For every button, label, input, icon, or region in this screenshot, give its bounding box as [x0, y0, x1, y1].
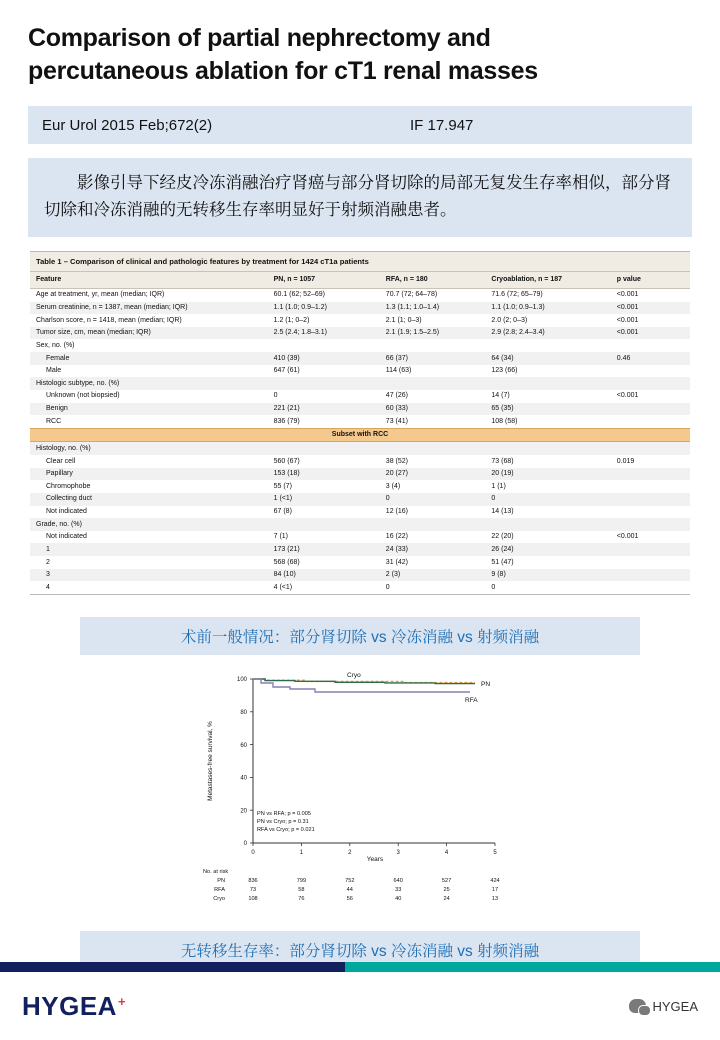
chart-xtick: 2	[348, 849, 352, 856]
cell-feature: Chromophobe	[46, 482, 91, 490]
impact-factor: IF 17.947	[410, 116, 474, 134]
journal-citation: Eur Urol 2015 Feb;672(2)	[42, 116, 213, 134]
cell-cryo: 2.0 (2; 0–3)	[491, 316, 528, 324]
wechat-handle	[629, 999, 698, 1014]
cell-pn: 2.5 (2.4; 1.8–3.1)	[268, 327, 380, 340]
cell-rfa: 1.3 (1.1; 1.0–1.4)	[380, 302, 486, 315]
cell-rfa: 3 (4)	[385, 482, 401, 490]
cell-pn	[268, 339, 380, 352]
risk-row-label: RFA	[214, 886, 225, 893]
cell-cryo: 2.9 (2.8; 2.4–3.4)	[485, 327, 610, 340]
cell-cryo	[485, 442, 610, 455]
table-row	[30, 314, 690, 327]
cell-cryo: 0	[491, 583, 496, 591]
journal-bar	[28, 106, 692, 144]
wechat-icon	[629, 999, 646, 1013]
cell-pvalue	[611, 506, 690, 519]
cell-rfa: 0	[380, 493, 486, 506]
cell-pvalue: <0.001	[616, 392, 639, 400]
cell-feature: 2	[46, 558, 50, 566]
table-row	[30, 339, 690, 352]
cell-feature: 4	[46, 583, 50, 591]
page-title-line-1: Comparison of partial nephrectomy and	[28, 24, 491, 52]
risk-cell: 58	[298, 886, 305, 893]
table-row	[30, 480, 690, 493]
cell-pvalue: 0.46	[611, 352, 690, 365]
cell-feature: Papillary	[30, 468, 268, 481]
cell-pn: 55 (7)	[273, 482, 292, 490]
chart-ytick: 100	[236, 677, 247, 684]
cell-feature: Benign	[30, 403, 268, 416]
table-row	[30, 288, 690, 301]
table-row	[30, 556, 690, 569]
chart-ytick: 0	[243, 841, 247, 848]
risk-cell: 44	[346, 886, 353, 893]
series-label-pn: PN	[481, 680, 491, 688]
cell-pn: 568 (68)	[273, 558, 300, 566]
cell-cryo: 14 (7)	[491, 392, 510, 400]
cell-cryo: 14 (13)	[491, 508, 514, 516]
annotation-3: RFA vs Cryo; p = 0.021	[257, 826, 315, 833]
cell-pn: 84 (10)	[268, 569, 380, 582]
cell-pn: 647 (61)	[273, 367, 300, 375]
cell-feature: Not indicated	[46, 508, 87, 516]
cell-feature: Unknown (not biopsied)	[46, 392, 120, 400]
table-row	[30, 377, 690, 390]
footer	[0, 972, 720, 1040]
cell-cryo: 51 (47)	[491, 558, 514, 566]
cell-pn: 7 (1)	[273, 533, 289, 541]
chart-xtick: 0	[251, 849, 255, 856]
cell-cryo	[485, 518, 610, 531]
table-row	[30, 569, 690, 582]
table-header-row	[30, 272, 690, 288]
cell-feature: 1	[30, 543, 268, 556]
footer-accent-bars	[0, 962, 720, 972]
cell-cryo: 26 (24)	[485, 543, 610, 556]
cell-feature: Male	[46, 367, 62, 375]
cell-feature: Sex, no. (%)	[36, 341, 75, 349]
cell-feature: 3	[30, 569, 268, 582]
cell-cryo: 1.1 (1.0; 0.9–1.3)	[485, 302, 610, 315]
chart-xtick: 4	[444, 849, 449, 856]
cell-feature: Not indicated	[46, 533, 87, 541]
cell-pn	[268, 518, 380, 531]
cell-rfa: 24 (33)	[380, 543, 486, 556]
cell-rfa	[380, 339, 486, 352]
table-row	[30, 543, 690, 556]
cell-pvalue	[611, 377, 690, 390]
cell-pn: 836 (79)	[273, 417, 300, 425]
cell-rfa: 2.1 (1.9; 1.5–2.5)	[380, 327, 486, 340]
cell-pn: 1.1 (1.0; 0.9–1.2)	[268, 302, 380, 315]
annotation-2: PN vs Cryo; p = 0.31	[257, 818, 309, 825]
risk-cell: 24	[443, 895, 450, 902]
cell-feature: Histology, no. (%)	[30, 442, 268, 455]
table-row	[30, 506, 690, 519]
cell-cryo	[485, 339, 610, 352]
cell-cryo: 1 (1)	[491, 482, 506, 490]
cell-rfa: 70.7 (72; 64–78)	[385, 291, 438, 299]
table-body	[30, 272, 690, 593]
cell-rfa: 60 (33)	[380, 403, 486, 416]
annotation-1: PN vs RFA; p = 0.005	[257, 810, 311, 817]
cell-pvalue	[611, 556, 690, 569]
cell-feature: Collecting duct	[30, 493, 268, 506]
column-header-rfa: RFA, n = 180	[380, 272, 486, 288]
chart-ytick: 60	[240, 742, 247, 749]
risk-cell: 424	[490, 877, 500, 884]
table-row	[30, 403, 690, 416]
cell-pvalue: <0.001	[611, 302, 690, 315]
risk-table-label: No. at risk	[203, 868, 229, 875]
table-row	[30, 493, 690, 506]
column-header-pvalue: p value	[611, 272, 690, 288]
cell-pn: 560 (67)	[273, 457, 300, 465]
cell-pvalue	[611, 339, 690, 352]
table-row	[30, 518, 690, 531]
cell-rfa: 16 (22)	[385, 533, 408, 541]
table-subset-row	[30, 428, 690, 442]
cell-rfa: 38 (52)	[385, 457, 408, 465]
chart-xtick: 3	[396, 849, 400, 856]
risk-cell: 76	[298, 895, 305, 902]
cell-cryo: 71.6 (72; 65–79)	[491, 291, 543, 299]
chart-series	[253, 679, 475, 692]
chart-xlabel: Years	[366, 855, 384, 863]
cell-rfa: 0	[385, 583, 390, 591]
table-row	[30, 468, 690, 481]
cell-pvalue	[611, 365, 690, 378]
cell-pn: 4 (<1)	[273, 583, 293, 591]
cell-cryo: 64 (34)	[485, 352, 610, 365]
cell-pvalue	[611, 518, 690, 531]
brand-logo	[22, 991, 125, 1022]
cell-cryo: 0	[485, 493, 610, 506]
cell-rfa: 114 (63)	[385, 367, 412, 375]
cell-pn: 410 (39)	[268, 352, 380, 365]
risk-cell: 108	[248, 895, 258, 902]
cell-rfa: 2 (3)	[380, 569, 486, 582]
risk-cell: 799	[296, 877, 307, 884]
table-row	[30, 302, 690, 315]
chart-ytick: 20	[240, 808, 247, 815]
cell-pn: 173 (21)	[268, 543, 380, 556]
cell-rfa: 12 (16)	[385, 508, 408, 516]
cell-cryo: 123 (66)	[491, 367, 518, 375]
cell-rfa	[380, 377, 486, 390]
cell-pvalue: 0.019	[616, 457, 635, 465]
cell-rfa: 31 (42)	[385, 558, 408, 566]
cell-cryo: 9 (8)	[485, 569, 610, 582]
cell-pn: 153 (18)	[268, 468, 380, 481]
cell-pn: 60.1 (62; 52–69)	[273, 291, 325, 299]
cell-pvalue	[611, 581, 690, 594]
table-row	[30, 327, 690, 340]
brand-logo-cross-icon: +	[117, 993, 127, 1009]
cell-pvalue	[611, 442, 690, 455]
risk-cell: 527	[441, 877, 452, 884]
cell-cryo: 73 (68)	[491, 457, 514, 465]
table-caption: Table 1 – Comparison of clinical and pathologic features by treatment for 1424 cT1a patients	[30, 252, 690, 272]
cell-pvalue	[611, 493, 690, 506]
cell-pvalue: <0.001	[616, 316, 639, 324]
cell-rfa	[380, 442, 486, 455]
cell-feature: Clear cell	[46, 457, 76, 465]
risk-cell: 13	[491, 895, 499, 902]
table-row	[30, 352, 690, 365]
risk-cell: 640	[393, 877, 403, 884]
risk-cell: 17	[491, 886, 499, 893]
table-row	[30, 442, 690, 455]
cell-rfa	[380, 518, 486, 531]
cell-pn	[268, 377, 380, 390]
table-row	[30, 390, 690, 403]
cell-feature: RCC	[46, 417, 62, 425]
table-row	[30, 581, 690, 594]
cell-feature: Tumor size, cm, mean (median; IQR)	[30, 327, 268, 340]
risk-cell: 836	[248, 877, 258, 884]
risk-row-label: Cryo	[213, 895, 225, 902]
page-title	[0, 0, 720, 88]
series-label-rfa: RFA	[465, 696, 478, 704]
cell-pvalue	[611, 480, 690, 493]
cell-rfa: 47 (26)	[385, 392, 408, 400]
cell-pn: 67 (8)	[273, 508, 292, 516]
cell-pvalue	[611, 403, 690, 416]
results-table	[30, 251, 690, 594]
chart-ytick: 40	[240, 775, 247, 782]
risk-cell: 33	[395, 886, 402, 893]
cell-feature: Histologic subtype, no. (%)	[30, 377, 268, 390]
cell-feature: Serum creatinine, n = 1387, mean (median; IQR)	[30, 302, 268, 315]
cell-cryo: 108 (58)	[491, 417, 518, 425]
cell-cryo: 65 (35)	[485, 403, 610, 416]
cell-pvalue	[611, 468, 690, 481]
chart-xtick: 1	[299, 849, 304, 856]
wechat-label: HYGEA	[652, 998, 698, 1014]
cell-cryo: 20 (19)	[485, 468, 610, 481]
table-row	[30, 455, 690, 468]
cell-pn: 221 (21)	[268, 403, 380, 416]
cell-rfa: 73 (41)	[385, 417, 408, 425]
series-label-cryo: Cryo	[347, 671, 361, 679]
cell-pvalue	[611, 543, 690, 556]
cell-pvalue: <0.001	[616, 533, 639, 541]
risk-cell: 40	[395, 895, 402, 902]
risk-cell: 752	[345, 877, 355, 884]
risk-row-label: PN	[217, 877, 225, 884]
risk-cell: 56	[346, 895, 353, 902]
cell-feature: Grade, no. (%)	[30, 518, 268, 531]
cell-pn: 0	[273, 392, 278, 400]
column-header-pn: PN, n = 1057	[268, 272, 380, 288]
series-pn	[253, 679, 475, 684]
footer-bar-navy	[0, 962, 345, 972]
chart-ytick: 80	[240, 709, 247, 716]
summary-text: 影像引导下经皮冷冻消融治疗肾癌与部分肾切除的局部无复发生存率相似，部分肾切除和冷冻消融的无转移生存率明显好于射频消融患者。	[44, 174, 671, 219]
cell-pvalue: <0.001	[611, 327, 690, 340]
risk-cell: 73	[249, 886, 257, 893]
cell-feature: Charlson score, n = 1418, mean (median; IQR)	[36, 316, 182, 324]
chart-ylabel: Metastases-free survival, %	[207, 720, 214, 801]
cell-pvalue: <0.001	[616, 291, 639, 299]
page-title-line-2: percutaneous ablation for cT1 renal masses	[28, 57, 538, 85]
cell-pn: 1 (<1)	[268, 493, 380, 506]
summary-box	[28, 158, 692, 237]
cell-feature: Age at treatment, yr, mean (median; IQR)	[36, 291, 165, 299]
cell-cryo	[485, 377, 610, 390]
cell-rfa: 20 (27)	[380, 468, 486, 481]
cell-rfa: 66 (37)	[380, 352, 486, 365]
brand-logo-text: HYGEA	[22, 990, 117, 1021]
table-row	[30, 365, 690, 378]
footer-bar-teal	[345, 962, 720, 972]
cell-rfa: 2.1 (1; 0–3)	[385, 316, 422, 324]
caption-preop: 术前一般情况：部分肾切除 vs 冷冻消融 vs 射频消融	[80, 617, 640, 655]
column-header-cryo: Cryoablation, n = 187	[485, 272, 610, 288]
table-row	[30, 531, 690, 544]
column-header-feature: Feature	[30, 272, 268, 288]
cell-pn: 1.2 (1; 0–2)	[273, 316, 310, 324]
caption-metastases: 无转移生存率：部分肾切除 vs 冷冻消融 vs 射频消融	[80, 931, 640, 969]
table-subset-label: Subset with RCC	[30, 428, 690, 442]
cell-cryo: 22 (20)	[491, 533, 514, 541]
survival-chart	[195, 665, 525, 915]
cell-pvalue	[611, 415, 690, 428]
cell-pn	[268, 442, 380, 455]
risk-cell: 25	[443, 886, 450, 893]
cell-feature: Female	[30, 352, 268, 365]
chart-svg	[195, 665, 525, 915]
table-row	[30, 415, 690, 428]
chart-xtick: 5	[493, 849, 497, 856]
cell-pvalue	[611, 569, 690, 582]
